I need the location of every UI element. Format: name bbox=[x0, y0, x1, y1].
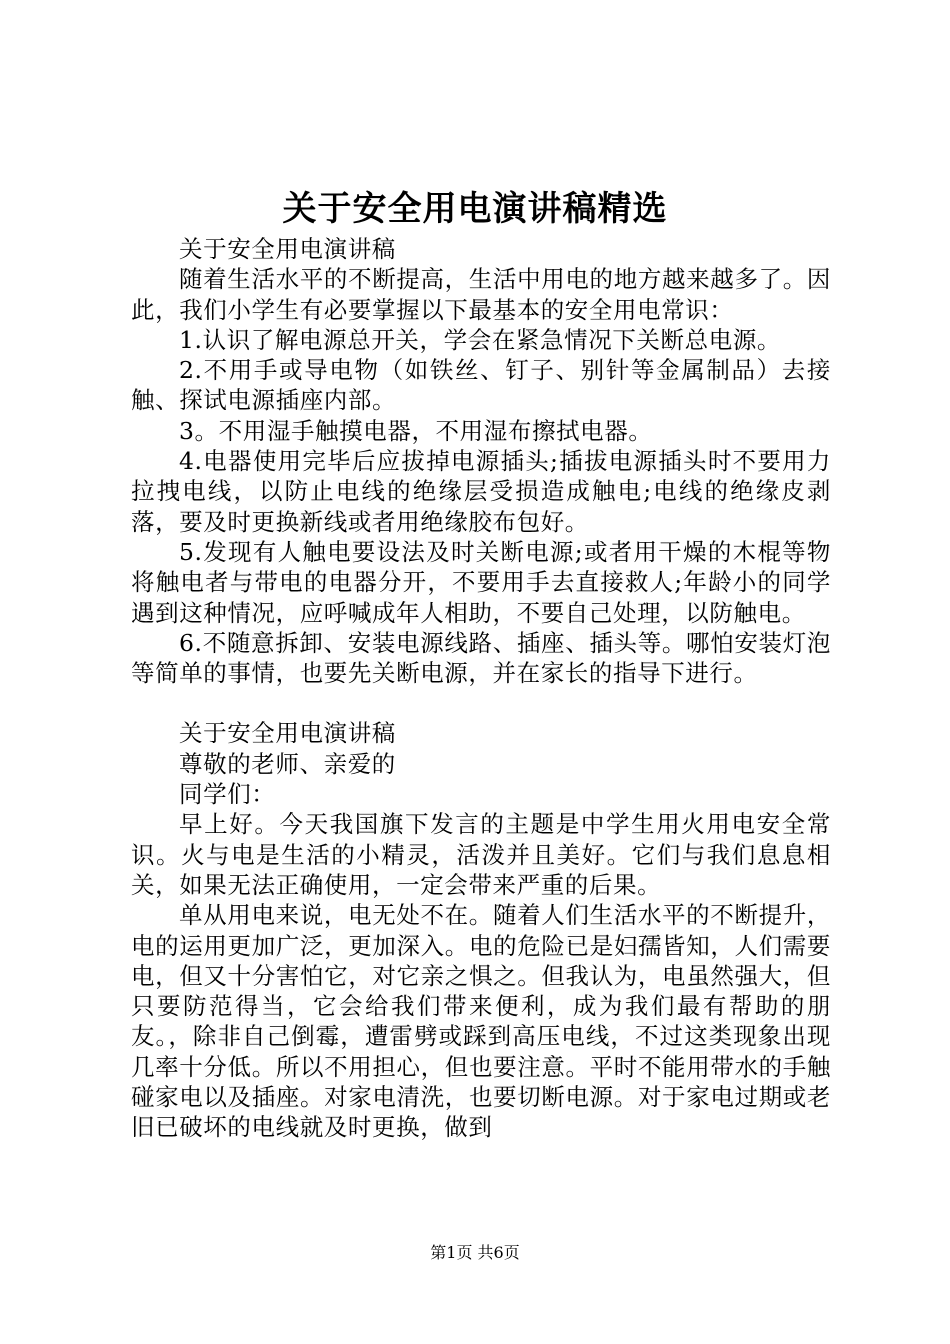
section1-paragraph: 3。不用湿手触摸电器，不用湿布擦拭电器。 bbox=[179, 416, 653, 445]
document-body bbox=[131, 234, 831, 1143]
section1-paragraph: 4.电器使用完毕后应拔掉电源插头;插拔电源插头时不要用力拉拽电线，以防止电线的绝缘层受损造成触电;电线的绝缘皮剥落，要及时更换新线或者用绝缘胶布包好。 bbox=[131, 447, 831, 536]
section2-heading: 关于安全用电演讲稿 bbox=[179, 719, 396, 748]
section1-paragraph: 5.发现有人触电要设法及时关断电源;或者用干燥的木棍等物将触电者与带电的电器分开，不要用手去直接救人;年龄小的同学遇到这种情况，应呼喊成年人相助，不要自己处理，以防触电。 bbox=[131, 537, 831, 627]
section2-paragraph: 单从用电来说，电无处不在。随着人们生活水平的不断提升，电的运用更加广泛，更加深入。电的危险已是妇孺皆知，人们需要电，但又十分害怕它，对它亲之惧之。但我认为，电虽然强大，但只要防范得当，它会给我们带来便利，成为我们最有帮助的朋友。，除非自己倒霉，遭雷劈或踩到高压电线，不过这类现象出现几率十分低。所以不用担心，但也要注意。平时不能用带水的手触碰家电以及插座。对家电清洗，也要切断电源。对于家电过期或老旧已破坏的电线就及时更换，做到 bbox=[131, 901, 831, 1142]
section1-paragraph: 随着生活水平的不断提高，生活中用电的地方越来越多了。因此，我们小学生有必要掌握以下最基本的安全用电常识： bbox=[131, 265, 831, 324]
salutation-line: 同学们： bbox=[179, 780, 276, 809]
section1-paragraph: 1.认识了解电源总开关，学会在紧急情况下关断总电源。 bbox=[179, 325, 782, 354]
section1-heading: 关于安全用电演讲稿 bbox=[179, 235, 396, 263]
section2-paragraph: 早上好。今天我国旗下发言的主题是中学生用火用电安全常识。火与电是生活的小精灵，活泼并且美好。它们与我们息息相关，如果无法正确使用，一定会带来严重的后果。 bbox=[131, 810, 831, 899]
page-number-footer: 第1页 共6页 bbox=[430, 1243, 520, 1262]
section-spacer bbox=[131, 688, 831, 718]
section1-paragraph: 2.不用手或导电物（如铁丝、钉子、别针等金属制品）去接触、探试电源插座内部。 bbox=[131, 356, 831, 415]
document-title: 关于安全用电演讲稿精选 bbox=[282, 189, 668, 229]
section1-paragraph: 6.不随意拆卸、安装电源线路、插座、插头等。哪怕安装灯泡等简单的事情，也要先关断电源，并在家长的指导下进行。 bbox=[131, 628, 831, 688]
salutation-line: 尊敬的老师、亲爱的 bbox=[179, 749, 396, 778]
